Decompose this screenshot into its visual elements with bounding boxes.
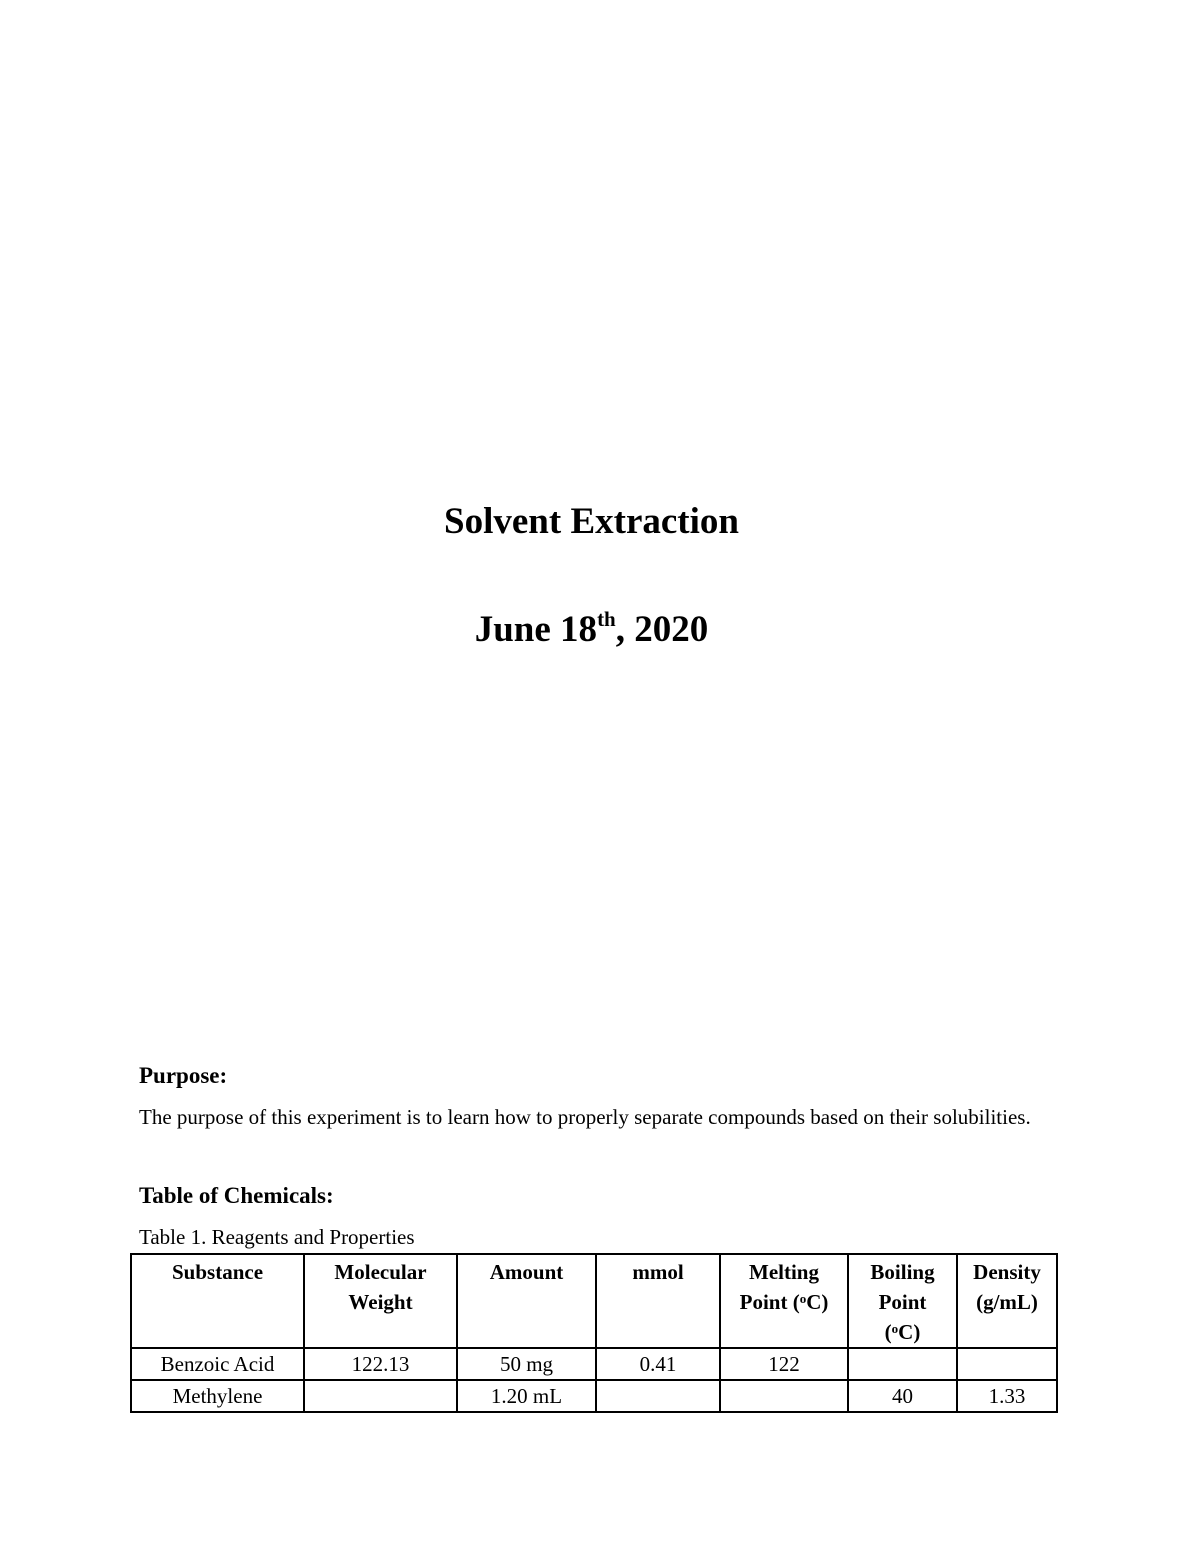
document-date: [0, 607, 1183, 650]
chemicals-heading: Table of Chemicals:: [139, 1183, 334, 1208]
table-caption: Table 1. Reagents and Properties: [139, 1225, 415, 1249]
chemicals-table: [130, 1253, 1058, 1413]
table-row: [131, 1348, 1057, 1380]
cell-density: 1.33: [957, 1380, 1057, 1412]
header-boiling-point: Boiling Point ($^o$C): [848, 1254, 957, 1348]
cell-molecular-weight: 122.13: [304, 1348, 457, 1380]
cell-boiling-point: 40: [848, 1380, 957, 1412]
purpose-heading: Purpose:: [139, 1063, 228, 1088]
cell-boiling-point: [848, 1348, 957, 1380]
date-ordinal-suffix: th: [597, 607, 616, 631]
table-header-row: [131, 1254, 1057, 1348]
cell-substance: Methylene: [131, 1380, 304, 1412]
purpose-text: The purpose of this experiment is to learn how to properly separate compounds based on their solubilities.: [139, 1105, 1031, 1129]
cell-molecular-weight: [304, 1380, 457, 1412]
cell-melting-point: [720, 1380, 848, 1412]
date-year: , 2020: [615, 609, 709, 650]
cell-mmol: [596, 1380, 720, 1412]
cell-melting-point: 122: [720, 1348, 848, 1380]
header-substance: Substance: [131, 1254, 304, 1348]
header-mmol: mmol: [596, 1254, 720, 1348]
document-title: Solvent Extraction: [444, 501, 739, 542]
cell-amount: 50 mg: [457, 1348, 596, 1380]
cell-substance: Benzoic Acid: [131, 1348, 304, 1380]
date-day: June 18: [474, 609, 598, 650]
header-molecular-weight: Molecular Weight: [304, 1254, 457, 1348]
cell-mmol: 0.41: [596, 1348, 720, 1380]
header-melting-point: Melting Point ($^o$C): [720, 1254, 848, 1348]
cell-density: [957, 1348, 1057, 1380]
cell-amount: 1.20 mL: [457, 1380, 596, 1412]
header-density: Density (g/mL): [957, 1254, 1057, 1348]
header-amount: Amount: [457, 1254, 596, 1348]
table-row: [131, 1380, 1057, 1412]
